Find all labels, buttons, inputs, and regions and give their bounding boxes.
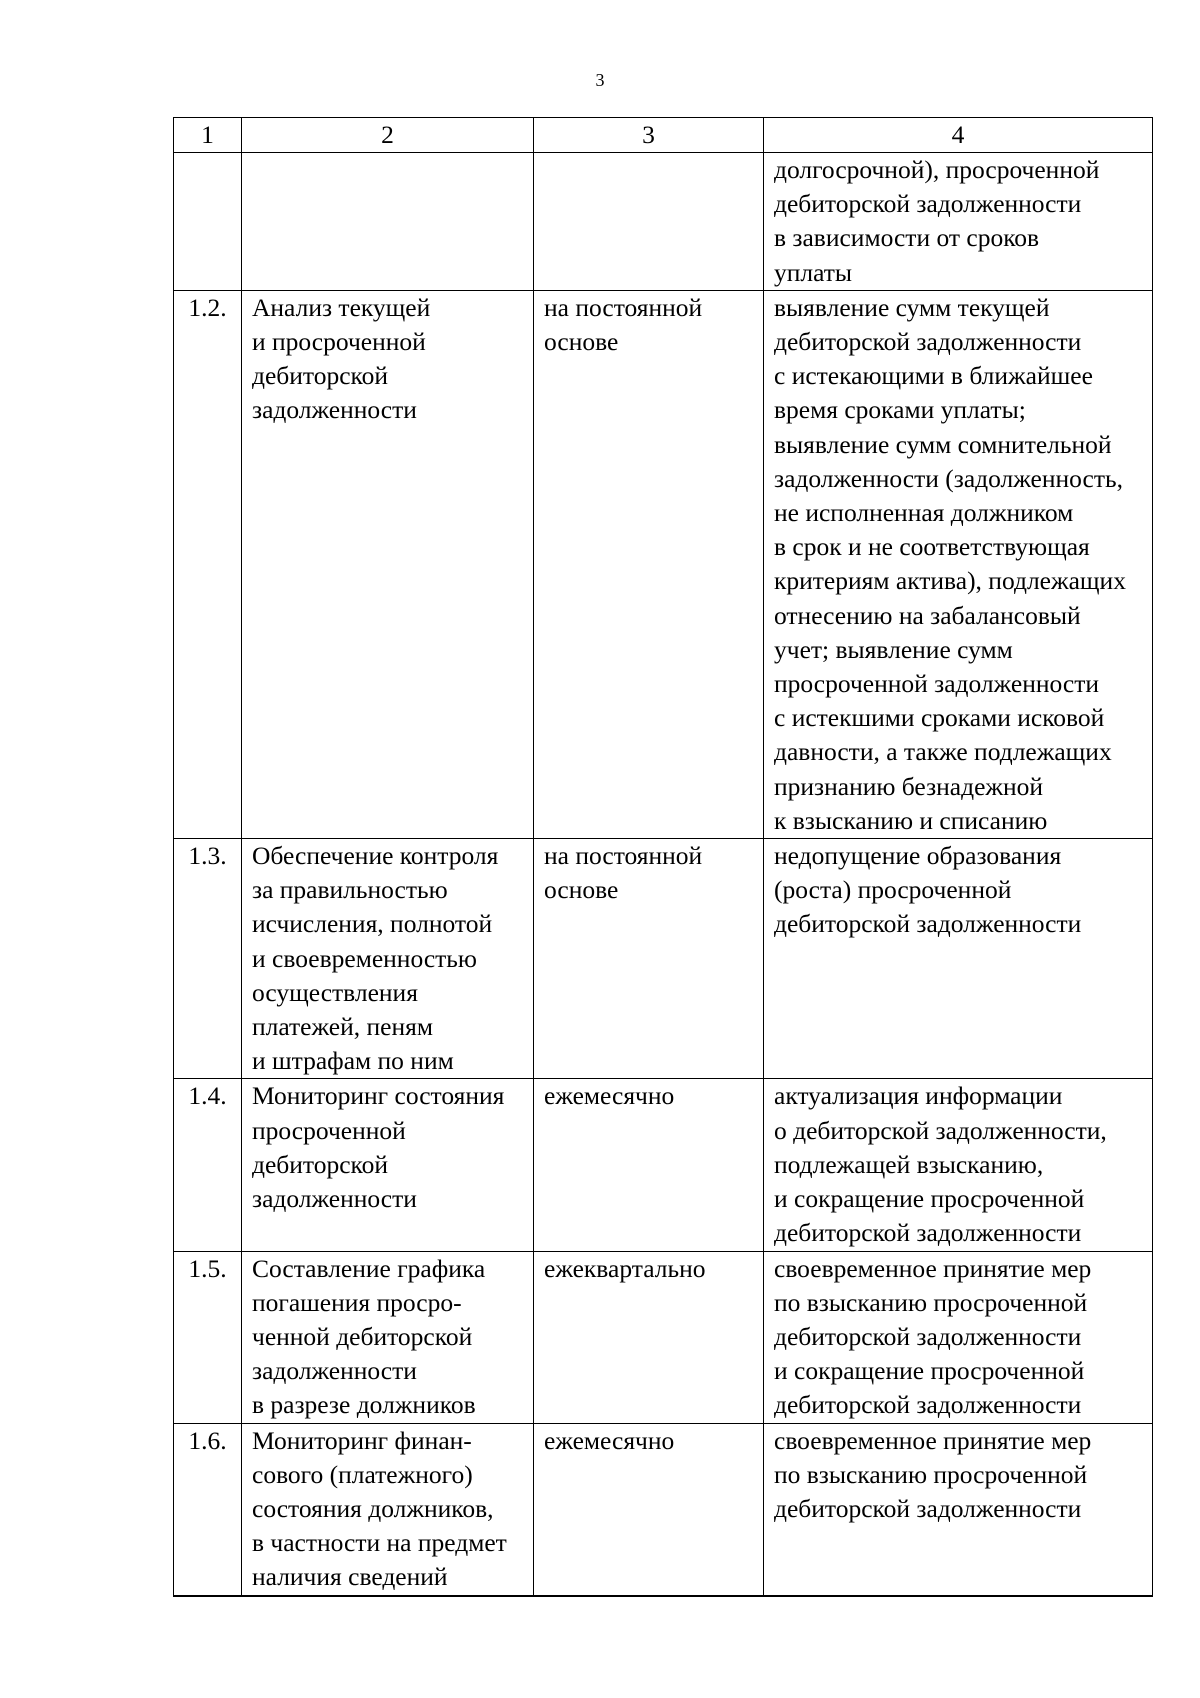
row-result: своевременное принятие мер по взысканию просроченной дебиторской задолженности и сокращение просроченной дебиторской задолженности [764,1251,1153,1423]
table-row [174,1595,1153,1596]
column-header: 2 [242,118,534,153]
row-number: 1.4. [174,1079,242,1251]
table-row [174,1251,1153,1423]
row-number [174,1595,242,1596]
row-result: своевременное принятие мер по взысканию просроченной дебиторской задолженности [764,1423,1153,1595]
row-action: Мониторинг финан- сового (платежного) состояния должников, в частности на предмет наличия сведений [242,1423,534,1595]
column-header: 1 [174,118,242,153]
measures-table [173,117,1153,1597]
column-header: 4 [764,118,1153,153]
row-action: Составление графика погашения просро- ченной дебиторской задолженности в разрезе должников [242,1251,534,1423]
table-row [174,1079,1153,1251]
row-period [534,153,764,291]
row-result: недопущение образования (роста) просроченной дебиторской задолженности [764,839,1153,1079]
row-number: 1.2. [174,290,242,838]
table-row [174,153,1153,291]
row-period: на постоянной основе [534,290,764,838]
column-header: 3 [534,118,764,153]
row-result: выявление сумм текущей дебиторской задолженности с истекающими в ближайшее время сроками уплаты; выявление сумм сомнительной задолженности (задолженность, не исполненная должником в срок и не соответствующая критериям актива), подлежащих отнесению на забалансовый учет; выявление сумм просроченной задолженности с истекшими сроками исковой давности, а также подлежащих признанию безнадежной к взысканию и списанию [764,290,1153,838]
table-row [174,1423,1153,1595]
row-action [242,1595,534,1596]
row-number [174,153,242,291]
row-number: 1.5. [174,1251,242,1423]
row-period: ежеквартально [534,1251,764,1423]
row-action [242,153,534,291]
row-result: долгосрочной), просроченной дебиторской задолженности в зависимости от сроков уплаты [764,153,1153,291]
table-header-row [174,118,1153,153]
row-action: Обеспечение контроля за правильностью исчисления, полнотой и своевременностью осуществления платежей, пеням и штрафам по ним [242,839,534,1079]
table-row [174,290,1153,838]
row-period [534,1595,764,1596]
row-period: ежемесячно [534,1423,764,1595]
row-number: 1.6. [174,1423,242,1595]
row-action: Мониторинг состояния просроченной дебиторской задолженности [242,1079,534,1251]
table-row [174,839,1153,1079]
row-period: ежемесячно [534,1079,764,1251]
row-action: Анализ текущей и просроченной дебиторской задолженности [242,290,534,838]
page-number: 3 [595,70,605,90]
row-result: актуализация информации о дебиторской задолженности, подлежащей взысканию, и сокращение просроченной дебиторской задолженности [764,1079,1153,1251]
row-result [764,1595,1153,1596]
row-number: 1.3. [174,839,242,1079]
row-period: на постоянной основе [534,839,764,1079]
